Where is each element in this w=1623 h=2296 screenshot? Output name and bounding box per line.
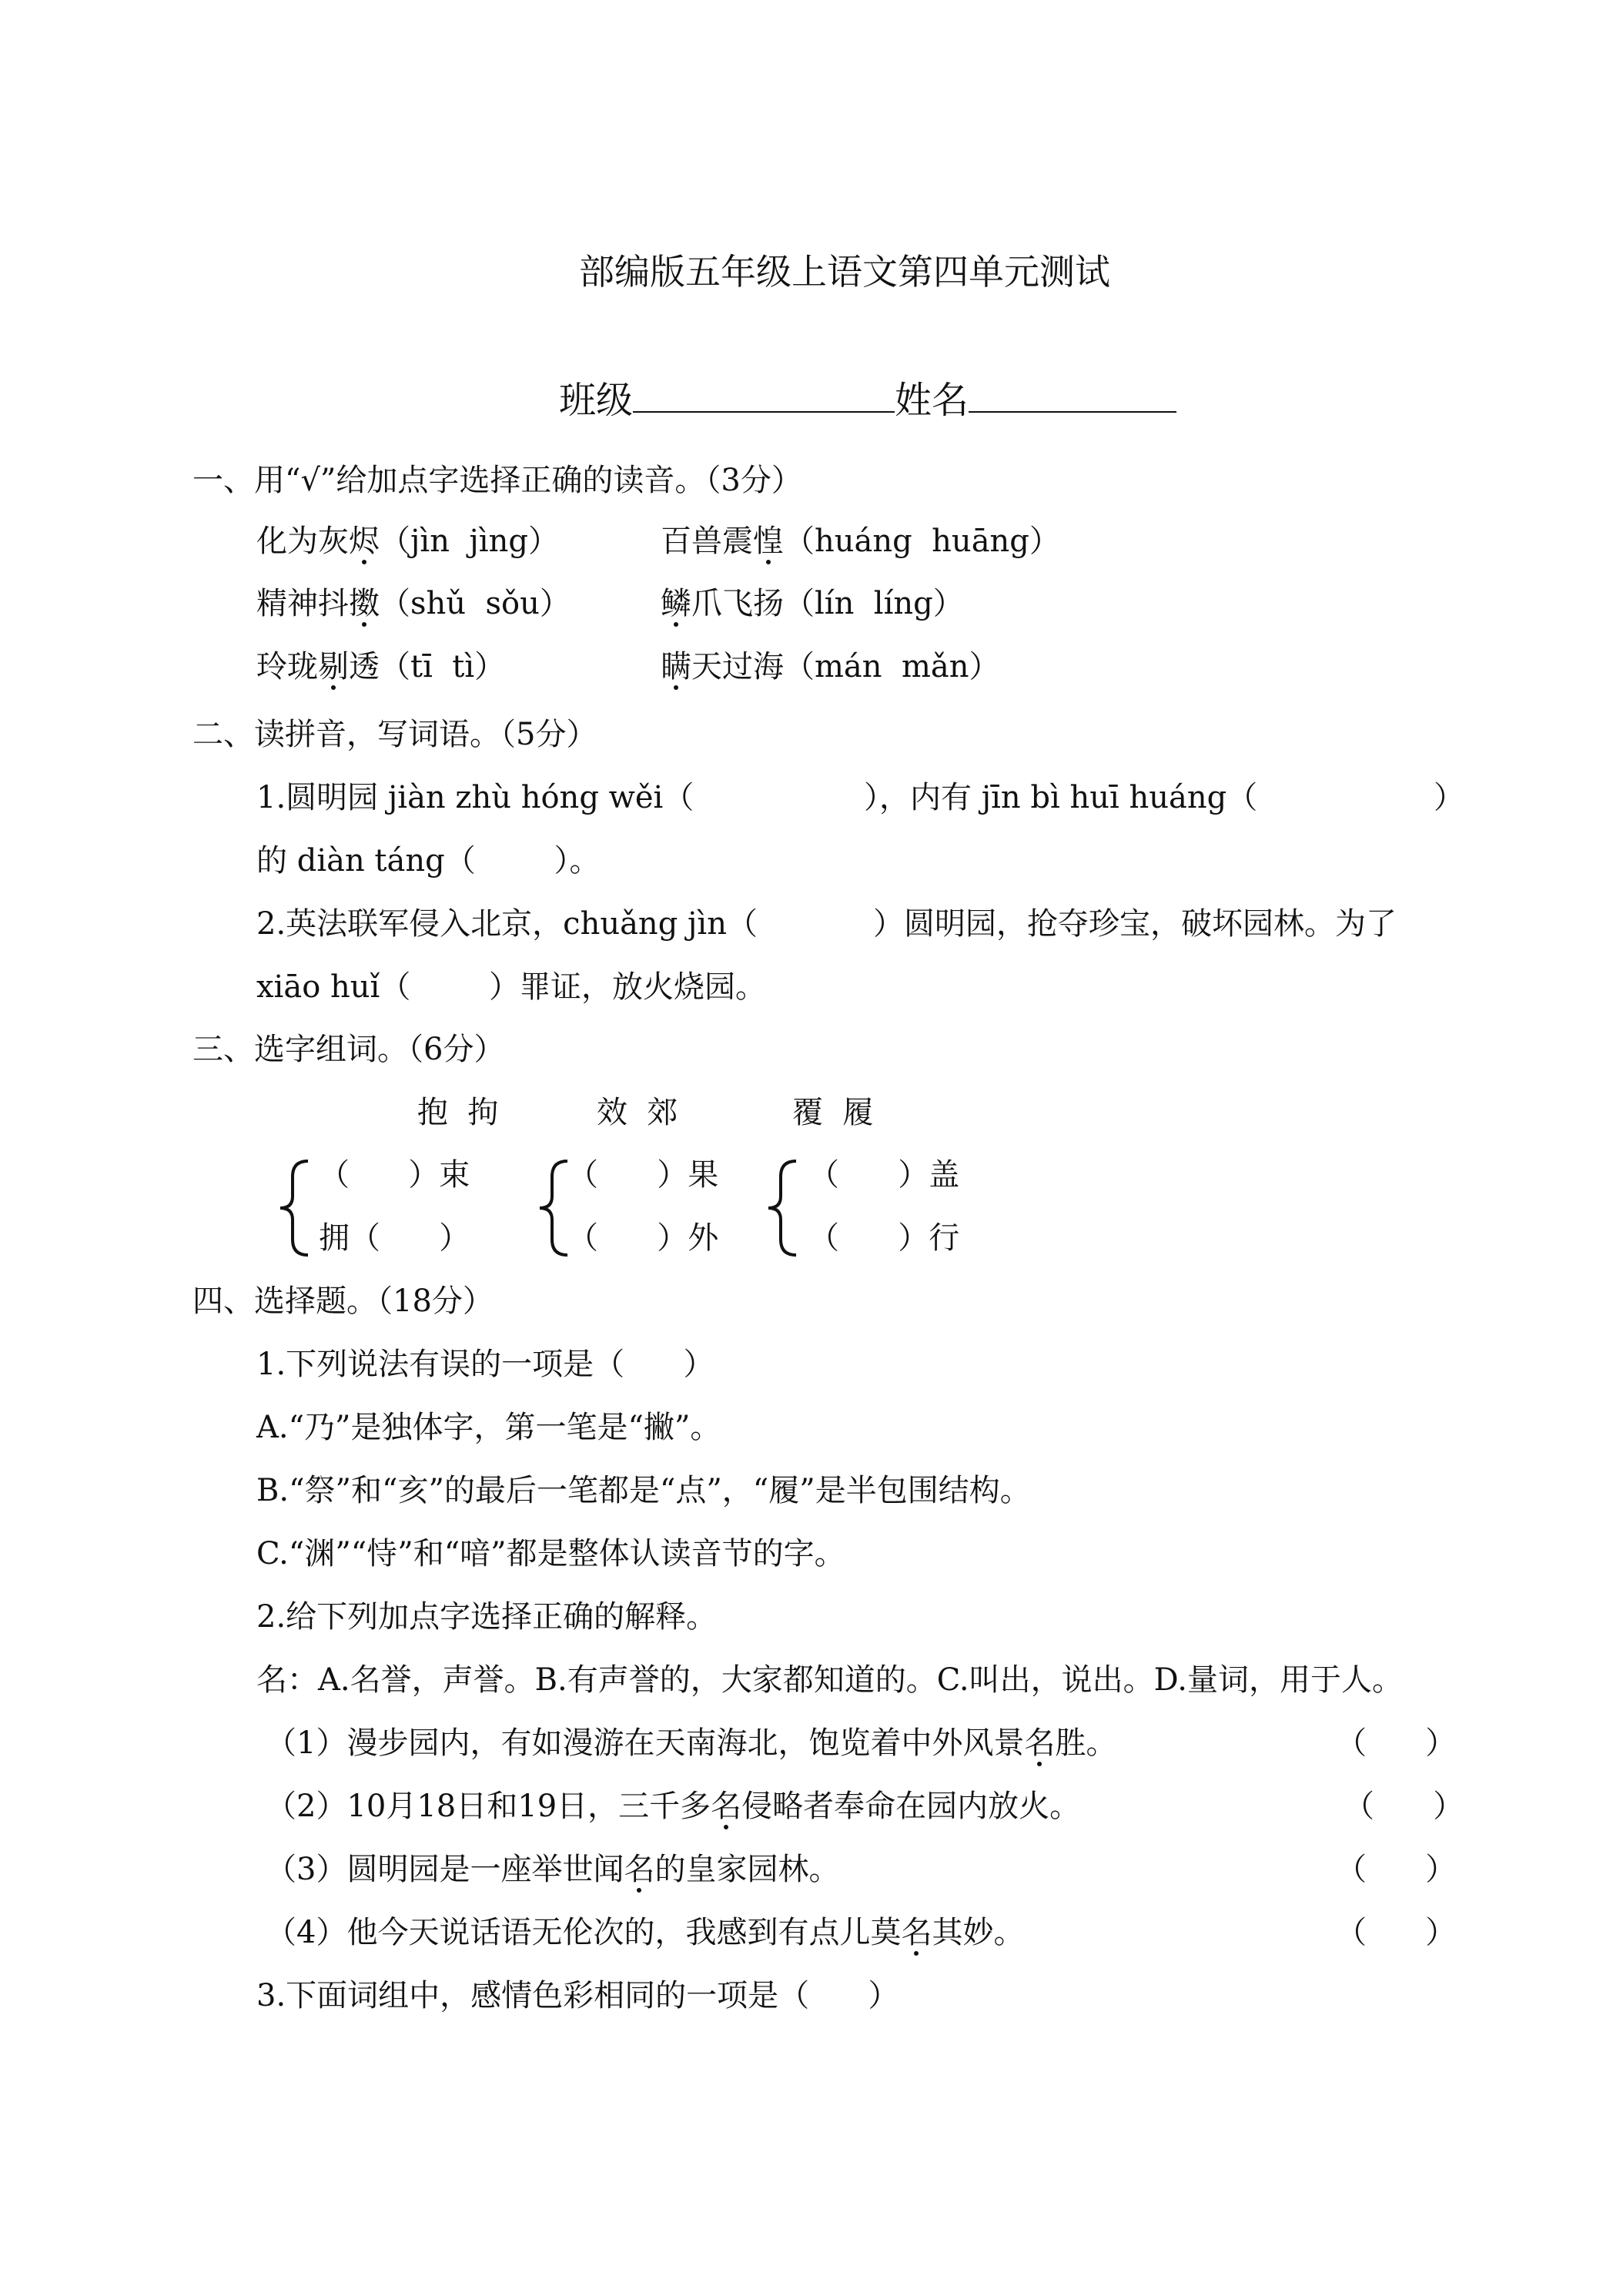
s4-q2-answer-4[interactable]: （ ） bbox=[1336, 1915, 1457, 1950]
s2-line-3a: 2.英法联军侵入北京，chuǎng jìn（ bbox=[256, 906, 758, 942]
s3-pair-1: 抱 拘 bbox=[417, 1095, 499, 1130]
s4-q2-item-2: （2）10月18日和19日，三千多名侵略者奉命在园内放火。 bbox=[266, 1789, 1081, 1824]
s4-question-1: 1.下列说法有误的一项是（ ） bbox=[256, 1347, 714, 1382]
s2-line-1c: ） bbox=[1434, 780, 1464, 815]
left-brace-icon bbox=[765, 1158, 801, 1258]
s4-q2-answer-3[interactable]: （ ） bbox=[1336, 1852, 1457, 1887]
class-label: 班级 bbox=[559, 379, 634, 422]
s4-q1-option-b: B.“祭”和“亥”的最后一笔都是“点”，“履”是半包围结构。 bbox=[256, 1473, 1031, 1508]
page-title: 部编版五年级上语文第四单元测试 bbox=[579, 251, 1110, 293]
left-brace-icon bbox=[277, 1158, 313, 1258]
s3-group-2-bottom: （ ）外 bbox=[567, 1220, 719, 1256]
s1-item-2: 百兽震惶（huáng huāng） bbox=[661, 524, 1060, 559]
s4-q2-answer-1[interactable]: （ ） bbox=[1336, 1725, 1457, 1761]
s4-q2-definitions: 名：A.名誉，声誉。B.有声誉的，大家都知道的。C.叫出，说出。D.量词，用于人。 bbox=[256, 1662, 1403, 1698]
s1-item-5: 玲珑剔透（tī tì） bbox=[256, 649, 506, 684]
name-label: 姓名 bbox=[895, 379, 969, 422]
s1-item-4: 鳞爪飞扬（lín líng） bbox=[661, 586, 964, 621]
s2-line-2: 的 diàn táng（ ）。 bbox=[256, 843, 601, 879]
section-1-heading: 一、用“√”给加点字选择正确的读音。（3分） bbox=[192, 463, 802, 498]
section-4-heading: 四、选择题。（18分） bbox=[192, 1284, 494, 1319]
class-blank[interactable] bbox=[633, 411, 895, 413]
section-3-heading: 三、选字组词。（6分） bbox=[192, 1032, 505, 1067]
s2-line-3b: ）圆明园，抢夺珍宝，破坏园林。为了 bbox=[873, 906, 1397, 942]
s4-q2-item-4: （4）他今天说话语无伦次的，我感到有点儿莫名其妙。 bbox=[266, 1915, 1025, 1950]
s2-line-4: xiāo huǐ（ ）罪证，放火烧园。 bbox=[256, 969, 767, 1005]
s3-group-3-top: （ ）盖 bbox=[808, 1157, 960, 1193]
s3-group-2-top: （ ）果 bbox=[567, 1157, 719, 1193]
s3-pair-2: 效 郊 bbox=[597, 1095, 678, 1130]
s4-q2-item-1: （1）漫步园内，有如漫游在天南海北，饱览着中外风景名胜。 bbox=[266, 1725, 1117, 1761]
s1-item-6: 瞒天过海（mán mǎn） bbox=[661, 649, 1000, 684]
s1-item-1: 化为灰烬（jìn jìng） bbox=[256, 524, 559, 559]
s2-line-1b: ），内有 jīn bì huī huáng（ bbox=[864, 780, 1258, 815]
s3-group-1-bottom: 拥（ ） bbox=[319, 1220, 470, 1256]
class-name-line bbox=[512, 345, 1176, 456]
section-2-heading: 二、读拼音，写词语。（5分） bbox=[192, 717, 597, 752]
s3-pair-3: 覆 履 bbox=[792, 1095, 874, 1130]
s4-q1-option-a: A.“乃”是独体字，第一笔是“撇”。 bbox=[256, 1410, 721, 1445]
s4-q2-answer-2[interactable]: （ ） bbox=[1344, 1789, 1464, 1824]
s4-question-2: 2.给下列加点字选择正确的解释。 bbox=[256, 1599, 718, 1635]
name-blank[interactable] bbox=[969, 411, 1176, 413]
s4-q2-item-3: （3）圆明园是一座举世闻名的皇家园林。 bbox=[266, 1852, 840, 1887]
s2-line-1a: 1.圆明园 jiàn zhù hóng wěi（ bbox=[256, 780, 694, 815]
s1-item-3: 精神抖擞（shǔ sǒu） bbox=[256, 586, 571, 621]
s3-group-1-top: （ ）束 bbox=[319, 1157, 470, 1193]
s4-question-3: 3.下面词组中，感情色彩相同的一项是（ ） bbox=[256, 1978, 899, 2013]
s3-group-3-bottom: （ ）行 bbox=[808, 1220, 960, 1256]
s4-q1-option-c: C.“渊”“恃”和“喑”都是整体认读音节的字。 bbox=[256, 1536, 845, 1571]
